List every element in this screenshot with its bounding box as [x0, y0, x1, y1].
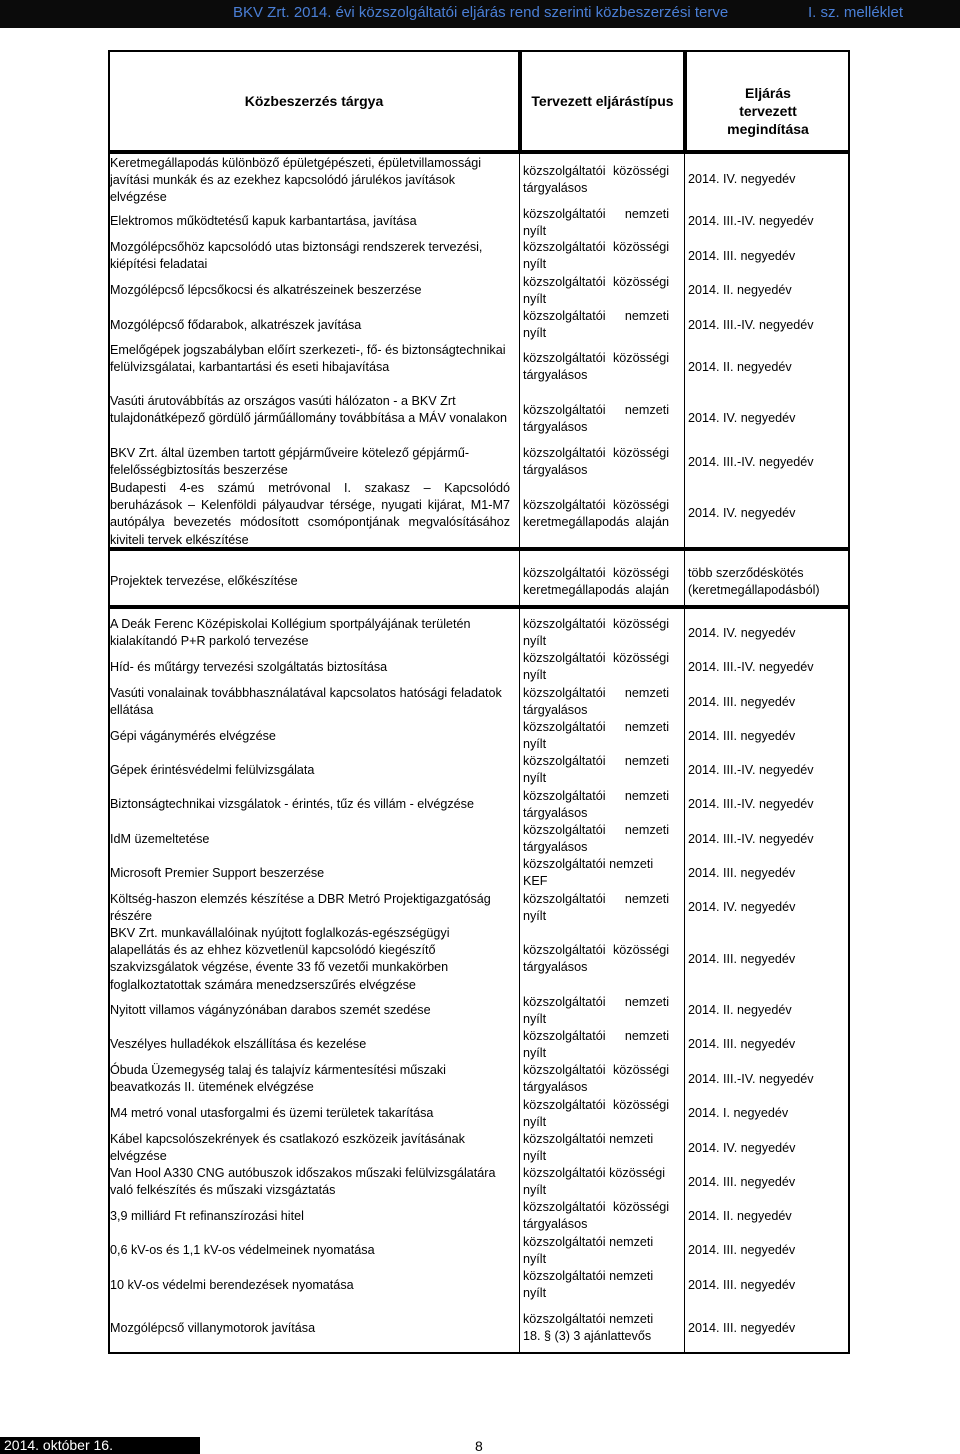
start-cell: több szerződéskötés (keretmegállapodásból) [688, 566, 820, 598]
subject-cell: Gépi vágánymérés elvégzése [110, 729, 276, 743]
start-cell: 2014. I. negyedév [688, 1106, 789, 1120]
subject-cell: Vasúti árutovábbítás az országos vasúti hálózaton - a BKV Zrt tulajdonátképező gördülő járműállomány továbbítása a MÁV vonalakon [110, 394, 507, 426]
start-cell: 2014. III. negyedév [688, 1037, 796, 1051]
subject-cell: Óbuda Üzemegység talaj és talajvíz kármentesítési műszaki beavatkozás II. ütemének elvégzése [110, 1063, 446, 1095]
subject-cell: BKV Zrt. munkavállalóinak nyújtott foglalkozás-egészségügyi alapellátás és az ehhez közvetlenül kapcsolódó kiegészítő szakvizsgálatok végzése, évente 33 fő vezetői munkakörben foglalkoztatottak számára menedzserszűrés elvégzése [110, 926, 450, 992]
start-cell: 2014. III. negyedév [688, 1243, 796, 1257]
procedure-cell: közszolgáltatói közösségi nyílt [523, 240, 669, 272]
start-cell: 2014. II. negyedév [688, 283, 792, 297]
subject-cell: M4 metró vonal utasforgalmi és üzemi területek takarítása [110, 1106, 434, 1120]
procedure-cell: közszolgáltatói közösségi tárgyalásos [523, 446, 669, 478]
procedure-cell: közszolgáltatói közösségi nyílt [523, 1166, 666, 1198]
procedure-cell: közszolgáltatói nemzeti KEF [523, 857, 654, 889]
procedure-cell: közszolgáltatói nemzeti nyílt [523, 892, 669, 924]
subject-cell: 0,6 kV-os és 1,1 kV-os védelmeinek nyomatása [110, 1243, 375, 1257]
procedure-cell: közszolgáltatói nemzeti tárgyalásos [523, 686, 669, 718]
procedure-cell: közszolgáltatói nemzeti nyílt [523, 1269, 654, 1301]
start-cell: 2014. III. negyedév [688, 1175, 796, 1189]
procedure-cell: közszolgáltatói közösségi tárgyalásos [523, 943, 669, 975]
column-header-procedure: Tervezett eljárástípus [531, 93, 674, 109]
start-cell: 2014. III.-IV. negyedév [688, 455, 814, 469]
subject-cell: Mozgólépcsőhöz kapcsolódó utas biztonsági rendszerek tervezési, kiépítési feladatai [110, 240, 483, 272]
page-header [0, 0, 960, 28]
start-cell: 2014. III.-IV. negyedév [688, 797, 814, 811]
footer-date: 2014. október 16. [4, 1437, 113, 1453]
subject-cell: Van Hool A330 CNG autóbuszok időszakos műszaki felülvizsgálatára való felkészítés és műszaki vizsgáztatás [110, 1166, 496, 1198]
procedure-cell: közszolgáltatói nemzeti nyílt [523, 995, 669, 1027]
subject-cell: Kábel kapcsolószekrények és csatlakozó eszközeik javításának elvégzése [110, 1132, 465, 1164]
document-title: BKV Zrt. 2014. évi közszolgáltatói eljárás rend szerinti közbeszerzési terve [233, 4, 729, 21]
procedure-cell: közszolgáltatói nemzeti 18. § (3) 3 ajánlattevős [523, 1312, 654, 1344]
procedure-cell: közszolgáltatói közösségi nyílt [523, 617, 669, 649]
annex-label: I. sz. melléklet [808, 4, 904, 21]
procedure-cell: közszolgáltatói közösségi nyílt [523, 1098, 669, 1130]
start-cell: 2014. III. negyedév [688, 866, 796, 880]
start-cell: 2014. II. negyedév [688, 1209, 792, 1223]
start-cell: 2014. III.-IV. negyedév [688, 318, 814, 332]
subject-cell: Projektek tervezése, előkészítése [110, 574, 298, 588]
start-cell: 2014. IV. negyedév [688, 1141, 796, 1155]
subject-cell: 3,9 milliárd Ft refinanszírozási hitel [110, 1209, 304, 1223]
procedure-cell: közszolgáltatói nemzeti tárgyalásos [523, 403, 669, 435]
start-cell: 2014. III. negyedév [688, 695, 796, 709]
procedure-cell: közszolgáltatói közösségi keretmegállapodás alaján [523, 566, 669, 598]
subject-cell: Vasúti vonalainak továbbhasználatával kapcsolatos hatósági feladatok ellátása [110, 686, 502, 718]
procedure-cell: közszolgáltatói nemzeti nyílt [523, 754, 669, 786]
subject-cell: Gépek érintésvédelmi felülvizsgálata [110, 763, 315, 777]
subject-cell: Költség-haszon elemzés készítése a DBR Metró Projektigazgatóság részére [110, 892, 491, 924]
procedure-cell: közszolgáltatói nemzeti tárgyalásos [523, 823, 669, 855]
start-cell: 2014. III. negyedév [688, 249, 796, 263]
procedure-cell: közszolgáltatói nemzeti nyílt [523, 1235, 654, 1267]
procedure-cell: közszolgáltatói közösségi keretmegállapodás alaján [523, 498, 669, 530]
start-cell: 2014. II. negyedév [688, 360, 792, 374]
start-cell: 2014. III.-IV. negyedév [688, 660, 814, 674]
procedure-cell: közszolgáltatói nemzeti nyílt [523, 1132, 654, 1164]
subject-cell: A Deák Ferenc Középiskolai Kollégium sportpályájának területén kialakítandó P+R parkoló tervezése [110, 617, 471, 649]
start-cell: 2014. III.-IV. negyedév [688, 763, 814, 777]
column-divider [684, 152, 685, 1354]
start-cell: 2014. II. negyedév [688, 1003, 792, 1017]
subject-cell: 10 kV-os védelmi berendezések nyomatása [110, 1278, 354, 1292]
subject-cell: Veszélyes hulladékok elszállítása és kezelése [110, 1037, 367, 1051]
procedure-cell: közszolgáltatói nemzeti nyílt [523, 309, 669, 341]
subject-cell: Elektromos működtetésű kapuk karbantartása, javítása [110, 214, 417, 228]
subject-cell: Mozgólépcső lépcsőkocsi és alkatrészeinek beszerzése [110, 283, 422, 297]
subject-cell: Mozgólépcső villanymotorok javítása [110, 1321, 316, 1335]
start-cell: 2014. III. negyedév [688, 952, 796, 966]
subject-cell: Keretmegállapodás különböző épületgépészeti, épületvillamossági javítási munkák és az ezekhez kapcsolódó járulékos javítások elvégzése [110, 156, 482, 205]
column-header-subject: Közbeszerzés tárgya [244, 93, 384, 109]
procedure-cell: közszolgáltatói közösségi nyílt [523, 275, 669, 307]
procedure-cell: közszolgáltatói közösségi tárgyalásos [523, 1200, 669, 1232]
start-cell: 2014. IV. negyedév [688, 172, 796, 186]
procedure-cell: közszolgáltatói nemzeti nyílt [523, 720, 669, 752]
start-cell: 2014. III. negyedév [688, 1278, 796, 1292]
column-header-start: Eljárás tervezett megindítása [727, 85, 809, 137]
procedure-cell: közszolgáltatói közösségi nyílt [523, 651, 669, 683]
page-number: 8 [475, 1438, 483, 1454]
procedure-cell: közszolgáltatói közösségi tárgyalásos [523, 164, 669, 196]
procedure-cell: közszolgáltatói nemzeti nyílt [523, 207, 669, 239]
procedure-cell: közszolgáltatói közösségi tárgyalásos [523, 351, 669, 383]
start-cell: 2014. IV. negyedév [688, 411, 796, 425]
subject-cell: BKV Zrt. által üzemben tartott gépjárműveire kötelező gépjármű-felelősségbiztosítás beszerzése [110, 446, 470, 478]
column-divider [519, 152, 520, 1354]
start-cell: 2014. IV. negyedév [688, 900, 796, 914]
procedure-cell: közszolgáltatói közösségi tárgyalásos [523, 1063, 669, 1095]
start-cell: 2014. III.-IV. negyedév [688, 1072, 814, 1086]
subject-cell: Híd- és műtárgy tervezési szolgáltatás biztosítása [110, 660, 388, 674]
start-cell: 2014. IV. negyedév [688, 626, 796, 640]
subject-cell: Nyitott villamos vágányzónában darabos szemét szedése [110, 1003, 431, 1017]
start-cell: 2014. III.-IV. negyedév [688, 214, 814, 228]
start-cell: 2014. III. negyedév [688, 729, 796, 743]
subject-cell: Biztonságtechnikai vizsgálatok - érintés, tűz és villám - elvégzése [110, 797, 474, 811]
procedure-cell: közszolgáltatói nemzeti nyílt [523, 1029, 669, 1061]
subject-cell: Mozgólépcső fődarabok, alkatrészek javítása [110, 318, 362, 332]
subject-cell: Microsoft Premier Support beszerzése [110, 866, 325, 880]
procedure-cell: közszolgáltatói nemzeti tárgyalásos [523, 789, 669, 821]
start-cell: 2014. III.-IV. negyedév [688, 832, 814, 846]
start-cell: 2014. III. negyedév [688, 1321, 796, 1335]
subject-cell: Budapesti 4-es számú metróvonal I. szakasz – Kapcsolódó beruházások – Kelenföldi pályaudvar térsége, nyugati kijárat, M1-M7 autópálya bevezetés módosított csomópontjának megvalósításához kiviteli tervek elkészítése [110, 481, 510, 547]
subject-cell: Emelőgépek jogszabályban előírt szerkezeti-, fő- és biztonságtechnikai felülvizsgálatai, karbantartási és eseti hibajavítása [110, 343, 506, 375]
subject-cell: IdM üzemeltetése [110, 832, 210, 846]
start-cell: 2014. IV. negyedév [688, 506, 796, 520]
